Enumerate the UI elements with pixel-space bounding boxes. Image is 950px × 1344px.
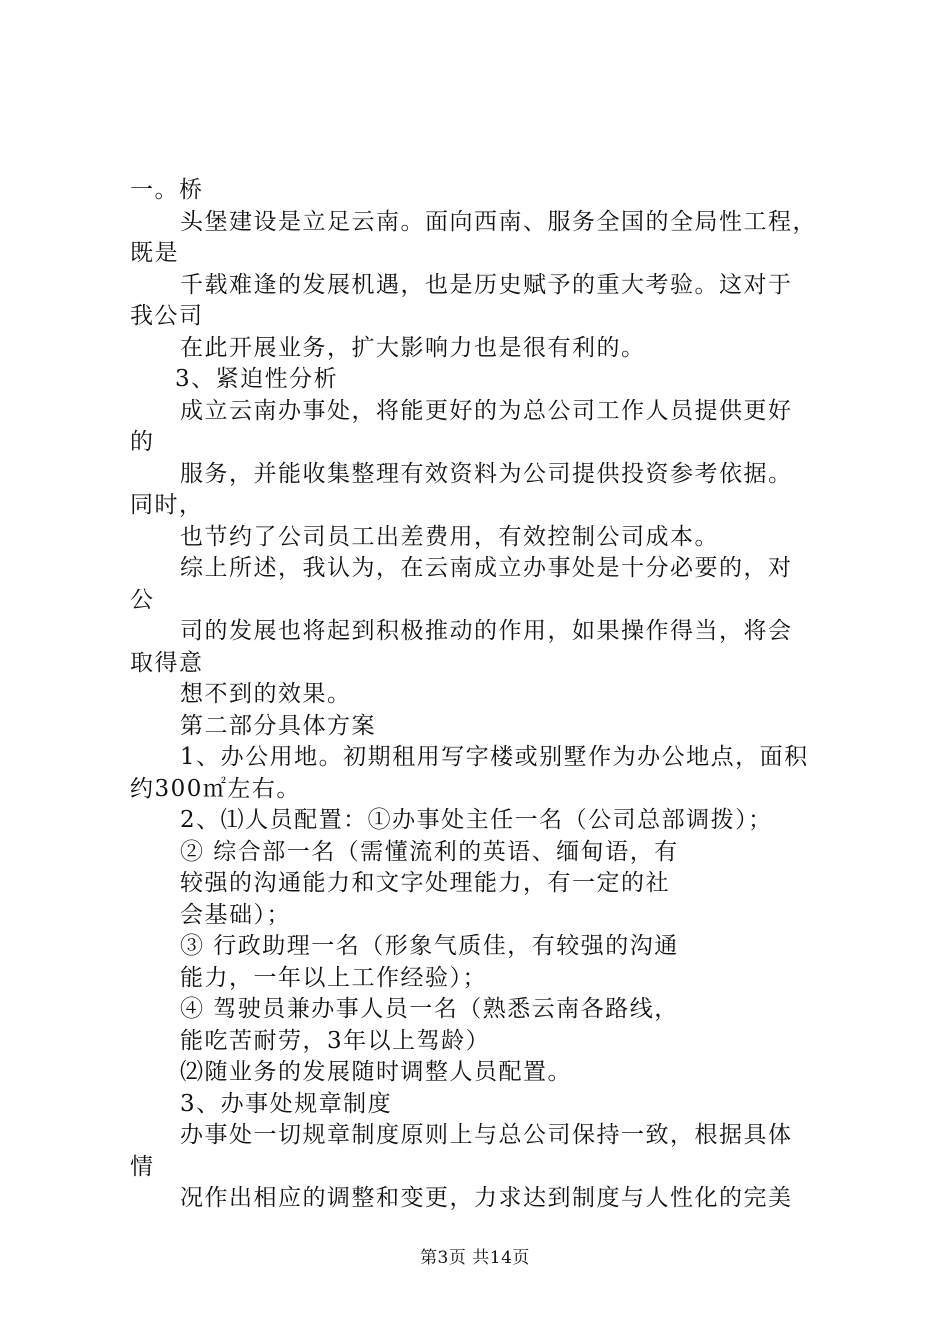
text-line: 较强的沟通能力和文字处理能力，有一定的社 — [180, 870, 670, 896]
section-heading: 第二部分具体方案 — [180, 712, 376, 739]
text-line: 会基础）； — [180, 901, 291, 928]
text-line: ② 综合部一名（需懂流利的英语、缅甸语，有 — [180, 838, 679, 865]
text-line: 头堡建设是立足云南。面向西南、服务全国的全局性工程， — [180, 208, 817, 235]
text-line: 我公司 — [130, 303, 204, 329]
text-line: 成立云南办事处，将能更好的为总公司工作人员提供更好 — [180, 397, 793, 424]
text-line: 服务，并能收集整理有效资料为公司提供投资参考依据。 — [180, 460, 793, 487]
document-body — [130, 175, 850, 1215]
text-line: 1、办公用地。初期租用写字楼或别墅作为办公地点，面积 — [180, 744, 809, 770]
page-number-footer: 第3页 共14页 — [420, 1248, 530, 1268]
text-line: 千载难逢的发展机遇，也是历史赋予的重大考验。这对于 — [180, 271, 793, 298]
text-line: 同时， — [130, 492, 204, 518]
text-line: ④ 驾驶员兼办事人员一名（熟悉云南各路线， — [180, 996, 679, 1022]
text-line: 一。桥 — [130, 177, 204, 203]
text-line: 办事处一切规章制度原则上与总公司保持一致，根据具体 — [180, 1122, 793, 1148]
text-line: 情 — [130, 1153, 155, 1180]
text-line: 司的发展也将起到积极推动的作用，如果操作得当，将会 — [180, 618, 793, 644]
text-line: 公 — [130, 586, 155, 613]
text-line: 约300㎡左右。 — [130, 775, 301, 802]
text-line: 2、⑴人员配置：①办事处主任一名（公司总部调拨）； — [180, 807, 773, 833]
text-line: 况作出相应的调整和变更，力求达到制度与人性化的完美 — [180, 1185, 793, 1211]
text-line: 取得意 — [130, 649, 204, 676]
text-line: ⑵随业务的发展随时调整人员配置。 — [180, 1059, 572, 1085]
text-line: 能吃苦耐劳，3年以上驾龄） — [180, 1027, 491, 1054]
text-line: 在此开展业务，扩大影响力也是很有利的。 — [180, 334, 646, 361]
text-line: ③ 行政助理一名（形象气质佳，有较强的沟通 — [180, 933, 679, 959]
text-line: 也节约了公司员工出差费用，有效控制公司成本。 — [180, 523, 719, 550]
text-line: 既是 — [130, 240, 179, 266]
section-heading: 3、紧迫性分析 — [175, 366, 339, 392]
section-heading: 3、办事处规章制度 — [180, 1090, 393, 1117]
text-line: 的 — [130, 429, 155, 455]
text-line: 能力，一年以上工作经验）； — [180, 964, 487, 991]
text-line: 想不到的效果。 — [180, 681, 352, 707]
text-line: 综上所述，我认为，在云南成立办事处是十分必要的，对 — [180, 555, 793, 581]
